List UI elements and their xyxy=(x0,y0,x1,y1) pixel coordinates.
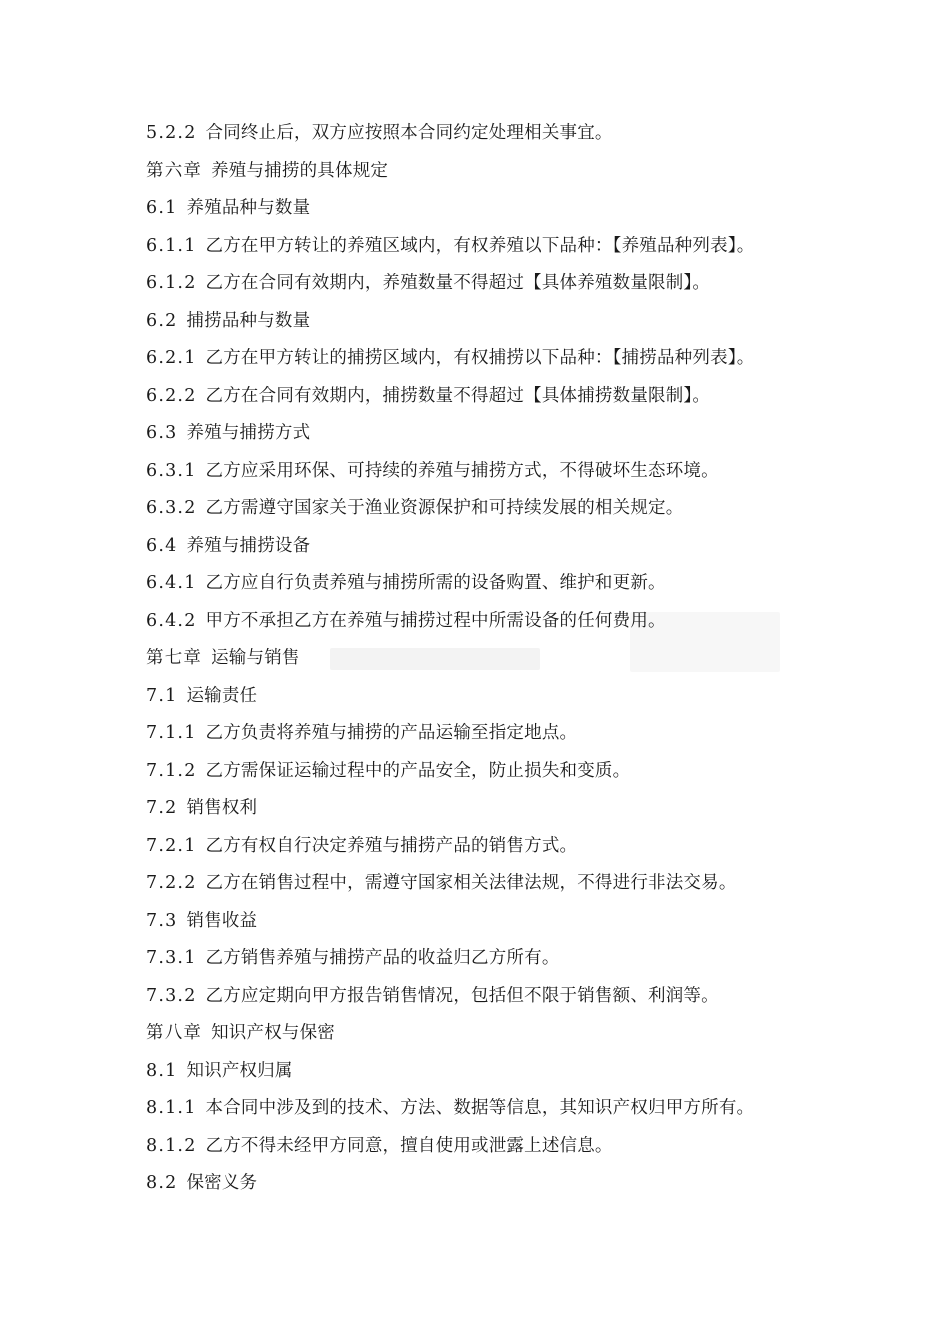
clause-number: 6.4.2 xyxy=(146,610,197,631)
clause-text: 乙方应定期向甲方报告销售情况，包括但不限于销售额、利润等。 xyxy=(205,985,719,1006)
document-line xyxy=(146,865,846,903)
clause-text: 乙方应自行负责养殖与捕捞所需的设备购置、维护和更新。 xyxy=(205,573,666,593)
clause-number: 6.2.2 xyxy=(146,385,197,406)
chapter-number: 第七章 xyxy=(146,648,203,668)
chapter-title: 养殖与捕捞的具体规定 xyxy=(211,160,389,181)
document-line xyxy=(146,490,846,528)
section-title: 养殖与捕捞设备 xyxy=(186,535,311,556)
clause-text: 乙方有权自行决定养殖与捕捞产品的销售方式。 xyxy=(205,835,578,856)
clause-number: 6.1.2 xyxy=(146,273,197,293)
document-line xyxy=(146,753,846,791)
clause-number: 6.2.1 xyxy=(146,348,197,368)
clause-number: 5.2.2 xyxy=(146,123,197,143)
clause-text: 乙方需保证运输过程中的产品安全，防止损失和变质。 xyxy=(205,760,631,781)
clause-text: 本合同中涉及到的技术、方法、数据等信息，其知识产权归甲方所有。 xyxy=(205,1098,755,1118)
clause-number: 7.3.2 xyxy=(146,985,197,1006)
section-heading xyxy=(146,190,846,228)
section-heading xyxy=(146,678,846,716)
section-number: 6.3 xyxy=(146,423,178,443)
section-title: 销售收益 xyxy=(186,910,258,931)
clause-number: 6.4.1 xyxy=(146,573,197,593)
chapter-number: 第六章 xyxy=(146,160,203,181)
section-number: 8.1 xyxy=(146,1060,178,1081)
clause-text: 乙方在销售过程中，需遵守国家相关法律法规，不得进行非法交易。 xyxy=(205,873,737,893)
clause-text: 乙方负责将养殖与捕捞的产品运输至指定地点。 xyxy=(205,723,578,743)
clause-number: 7.2.1 xyxy=(146,835,197,856)
clause-text: 乙方应采用环保、可持续的养殖与捕捞方式，不得破坏生态环境。 xyxy=(205,460,719,481)
clause-number: 6.3.2 xyxy=(146,498,197,518)
clause-number: 8.1.2 xyxy=(146,1135,197,1156)
chapter-heading xyxy=(146,640,846,678)
section-number: 6.4 xyxy=(146,535,178,556)
section-heading xyxy=(146,790,846,828)
section-title: 销售权利 xyxy=(186,798,258,818)
chapter-title: 运输与销售 xyxy=(211,648,300,668)
clause-text: 甲方不承担乙方在养殖与捕捞过程中所需设备的任何费用。 xyxy=(205,610,666,631)
clause-text: 合同终止后，双方应按照本合同约定处理相关事宜。 xyxy=(205,123,613,143)
document-line xyxy=(146,265,846,303)
clause-number: 6.3.1 xyxy=(146,460,197,481)
section-title: 保密义务 xyxy=(186,1173,258,1193)
document-line xyxy=(146,453,846,491)
document-line xyxy=(146,1128,846,1166)
section-number: 6.2 xyxy=(146,310,178,331)
clause-text: 乙方在合同有效期内，捕捞数量不得超过【具体捕捞数量限制】。 xyxy=(205,385,711,406)
section-title: 养殖品种与数量 xyxy=(186,198,311,218)
section-heading xyxy=(146,903,846,941)
section-number: 6.1 xyxy=(146,198,178,218)
section-number: 8.2 xyxy=(146,1173,178,1193)
clause-number: 7.1.2 xyxy=(146,760,197,781)
section-title: 养殖与捕捞方式 xyxy=(186,423,311,443)
document-line xyxy=(146,940,846,978)
clause-number: 6.1.1 xyxy=(146,235,197,256)
section-heading xyxy=(146,1165,846,1203)
section-heading xyxy=(146,1053,846,1091)
section-title: 运输责任 xyxy=(186,685,258,706)
clause-number: 7.1.1 xyxy=(146,723,197,743)
clause-text: 乙方在甲方转让的养殖区域内，有权养殖以下品种：【养殖品种列表】。 xyxy=(205,235,755,256)
document-line xyxy=(146,565,846,603)
section-title: 捕捞品种与数量 xyxy=(186,310,311,331)
section-number: 7.3 xyxy=(146,910,178,931)
document-line xyxy=(146,603,846,641)
chapter-number: 第八章 xyxy=(146,1023,203,1043)
document-line xyxy=(146,978,846,1016)
clause-text: 乙方在甲方转让的捕捞区域内，有权捕捞以下品种：【捕捞品种列表】。 xyxy=(205,348,755,368)
document-line xyxy=(146,715,846,753)
section-title: 知识产权归属 xyxy=(186,1060,293,1081)
section-number: 7.2 xyxy=(146,798,178,818)
document-line xyxy=(146,340,846,378)
clause-number: 7.2.2 xyxy=(146,873,197,893)
section-heading xyxy=(146,415,846,453)
clause-text: 乙方销售养殖与捕捞产品的收益归乙方所有。 xyxy=(205,948,560,968)
document-line xyxy=(146,378,846,416)
chapter-title: 知识产权与保密 xyxy=(211,1023,336,1043)
document-line xyxy=(146,828,846,866)
clause-number: 8.1.1 xyxy=(146,1098,197,1118)
chapter-heading xyxy=(146,153,846,191)
document-line xyxy=(146,228,846,266)
clause-number: 7.3.1 xyxy=(146,948,197,968)
section-heading xyxy=(146,303,846,341)
section-number: 7.1 xyxy=(146,685,178,706)
clause-text: 乙方在合同有效期内，养殖数量不得超过【具体养殖数量限制】。 xyxy=(205,273,711,293)
chapter-heading xyxy=(146,1015,846,1053)
clause-text: 乙方需遵守国家关于渔业资源保护和可持续发展的相关规定。 xyxy=(205,498,684,518)
document-body xyxy=(146,115,846,1203)
clause-text: 乙方不得未经甲方同意，擅自使用或泄露上述信息。 xyxy=(205,1135,613,1156)
document-line xyxy=(146,1090,846,1128)
section-heading xyxy=(146,528,846,566)
document-line xyxy=(146,115,846,153)
